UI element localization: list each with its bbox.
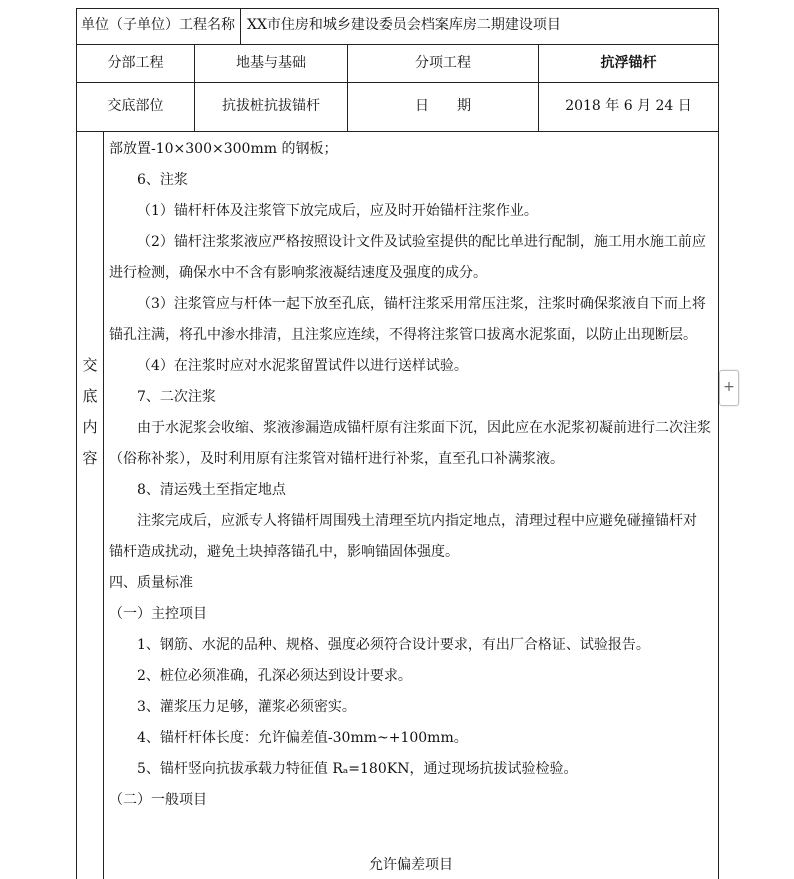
side-label-disclosure-content bbox=[77, 350, 103, 474]
content-line: 2、桩位必须准确，孔深必须达到设计要求。 bbox=[137, 668, 412, 684]
content-line: 锚杆造成扰动，避免土块掉落锚孔中，影响锚固体强度。 bbox=[109, 544, 459, 560]
project-name-value: XX市住房和城乡建设委员会档案库房二期建设项目 bbox=[247, 17, 561, 33]
location-value: 抗拔桩抗拔锚杆 bbox=[222, 98, 320, 114]
table-row-divider bbox=[76, 131, 719, 132]
content-line: （俗称补浆），及时利用原有注浆管对锚杆进行补浆，直至孔口补满浆液。 bbox=[109, 451, 564, 467]
table-border-top bbox=[76, 8, 719, 9]
add-button[interactable]: + bbox=[719, 370, 739, 406]
location-label: 交底部位 bbox=[107, 98, 164, 114]
table-row-divider bbox=[76, 44, 719, 45]
content-heading: 7、二次注浆 bbox=[137, 389, 216, 405]
content-line: 1、钢筋、水泥的品种、规格、强度必须符合设计要求，有出厂合格证、试验报告。 bbox=[137, 637, 650, 653]
subsection-heading: （一）主控项目 bbox=[109, 606, 207, 622]
side-char: 容 bbox=[82, 449, 98, 467]
date-value: 2018 年 6 月 24 日 bbox=[565, 98, 692, 114]
table-caption: 允许偏差项目 bbox=[369, 857, 453, 873]
side-char: 底 bbox=[82, 387, 98, 405]
content-line: （2）锚杆注浆浆液应严格按照设计文件及试验室提供的配比单进行配制，施工用水施工前应 bbox=[137, 234, 706, 250]
side-char: 交 bbox=[82, 356, 98, 374]
row1-divider bbox=[240, 8, 241, 45]
table-row-divider bbox=[76, 82, 719, 83]
content-line: 由于水泥浆会收缩、浆液渗漏造成锚杆原有注浆面下沉，因此应在水泥浆初凝前进行二次注浆 bbox=[137, 420, 711, 436]
content-line: （1）锚杆杆体及注浆管下放完成后，应及时开始锚杆注浆作业。 bbox=[137, 203, 538, 219]
section-heading: 四、质量标准 bbox=[109, 575, 193, 591]
content-line: 4、锚杆杆体长度：允许偏差值-30mm~+100mm。 bbox=[137, 730, 468, 746]
date-label: 日 期 bbox=[415, 98, 471, 114]
content-heading: 6、注浆 bbox=[137, 172, 188, 188]
content-line: （3）注浆管应与杆体一起下放至孔底，锚杆注浆采用常压注浆，注浆时确保浆液自下而上将 bbox=[137, 296, 706, 312]
subitem-value: 抗浮锚杆 bbox=[600, 55, 657, 71]
table-border-right bbox=[718, 8, 719, 879]
content-line: 5、锚杆竖向抗拔承载力特征值 Rₐ=180KN，通过现场抗拔试验检验。 bbox=[137, 761, 578, 777]
subitem-label: 分项工程 bbox=[415, 55, 471, 71]
content-line: （4）在注浆时应对水泥浆留置试件以进行送样试验。 bbox=[137, 358, 468, 374]
content-line: 进行检测，确保水中不含有影响浆液凝结速度及强度的成分。 bbox=[109, 265, 487, 281]
content-line: 3、灌浆压力足够，灌浆必须密实。 bbox=[137, 699, 356, 715]
content-line: 注浆完成后，应派专人将锚杆周围残土清理至坑内指定地点，清理过程中应避免碰撞锚杆对 bbox=[137, 513, 697, 529]
side-column-divider bbox=[103, 131, 104, 879]
content-line: 部放置-10×300×300mm 的钢板； bbox=[109, 141, 338, 157]
project-name-label: 单位（子单位）工程名称 bbox=[81, 17, 235, 33]
side-char: 内 bbox=[82, 418, 98, 436]
division-label: 分部工程 bbox=[107, 55, 164, 71]
content-line: 锚孔注满，将孔中渗水排清，且注浆应连续，不得将注浆管口拔离水泥浆面，以防止出现断层。 bbox=[109, 327, 697, 343]
division-value: 地基与基础 bbox=[236, 55, 306, 71]
content-heading: 8、清运残土至指定地点 bbox=[137, 482, 286, 498]
subsection-heading: （二）一般项目 bbox=[109, 792, 207, 808]
